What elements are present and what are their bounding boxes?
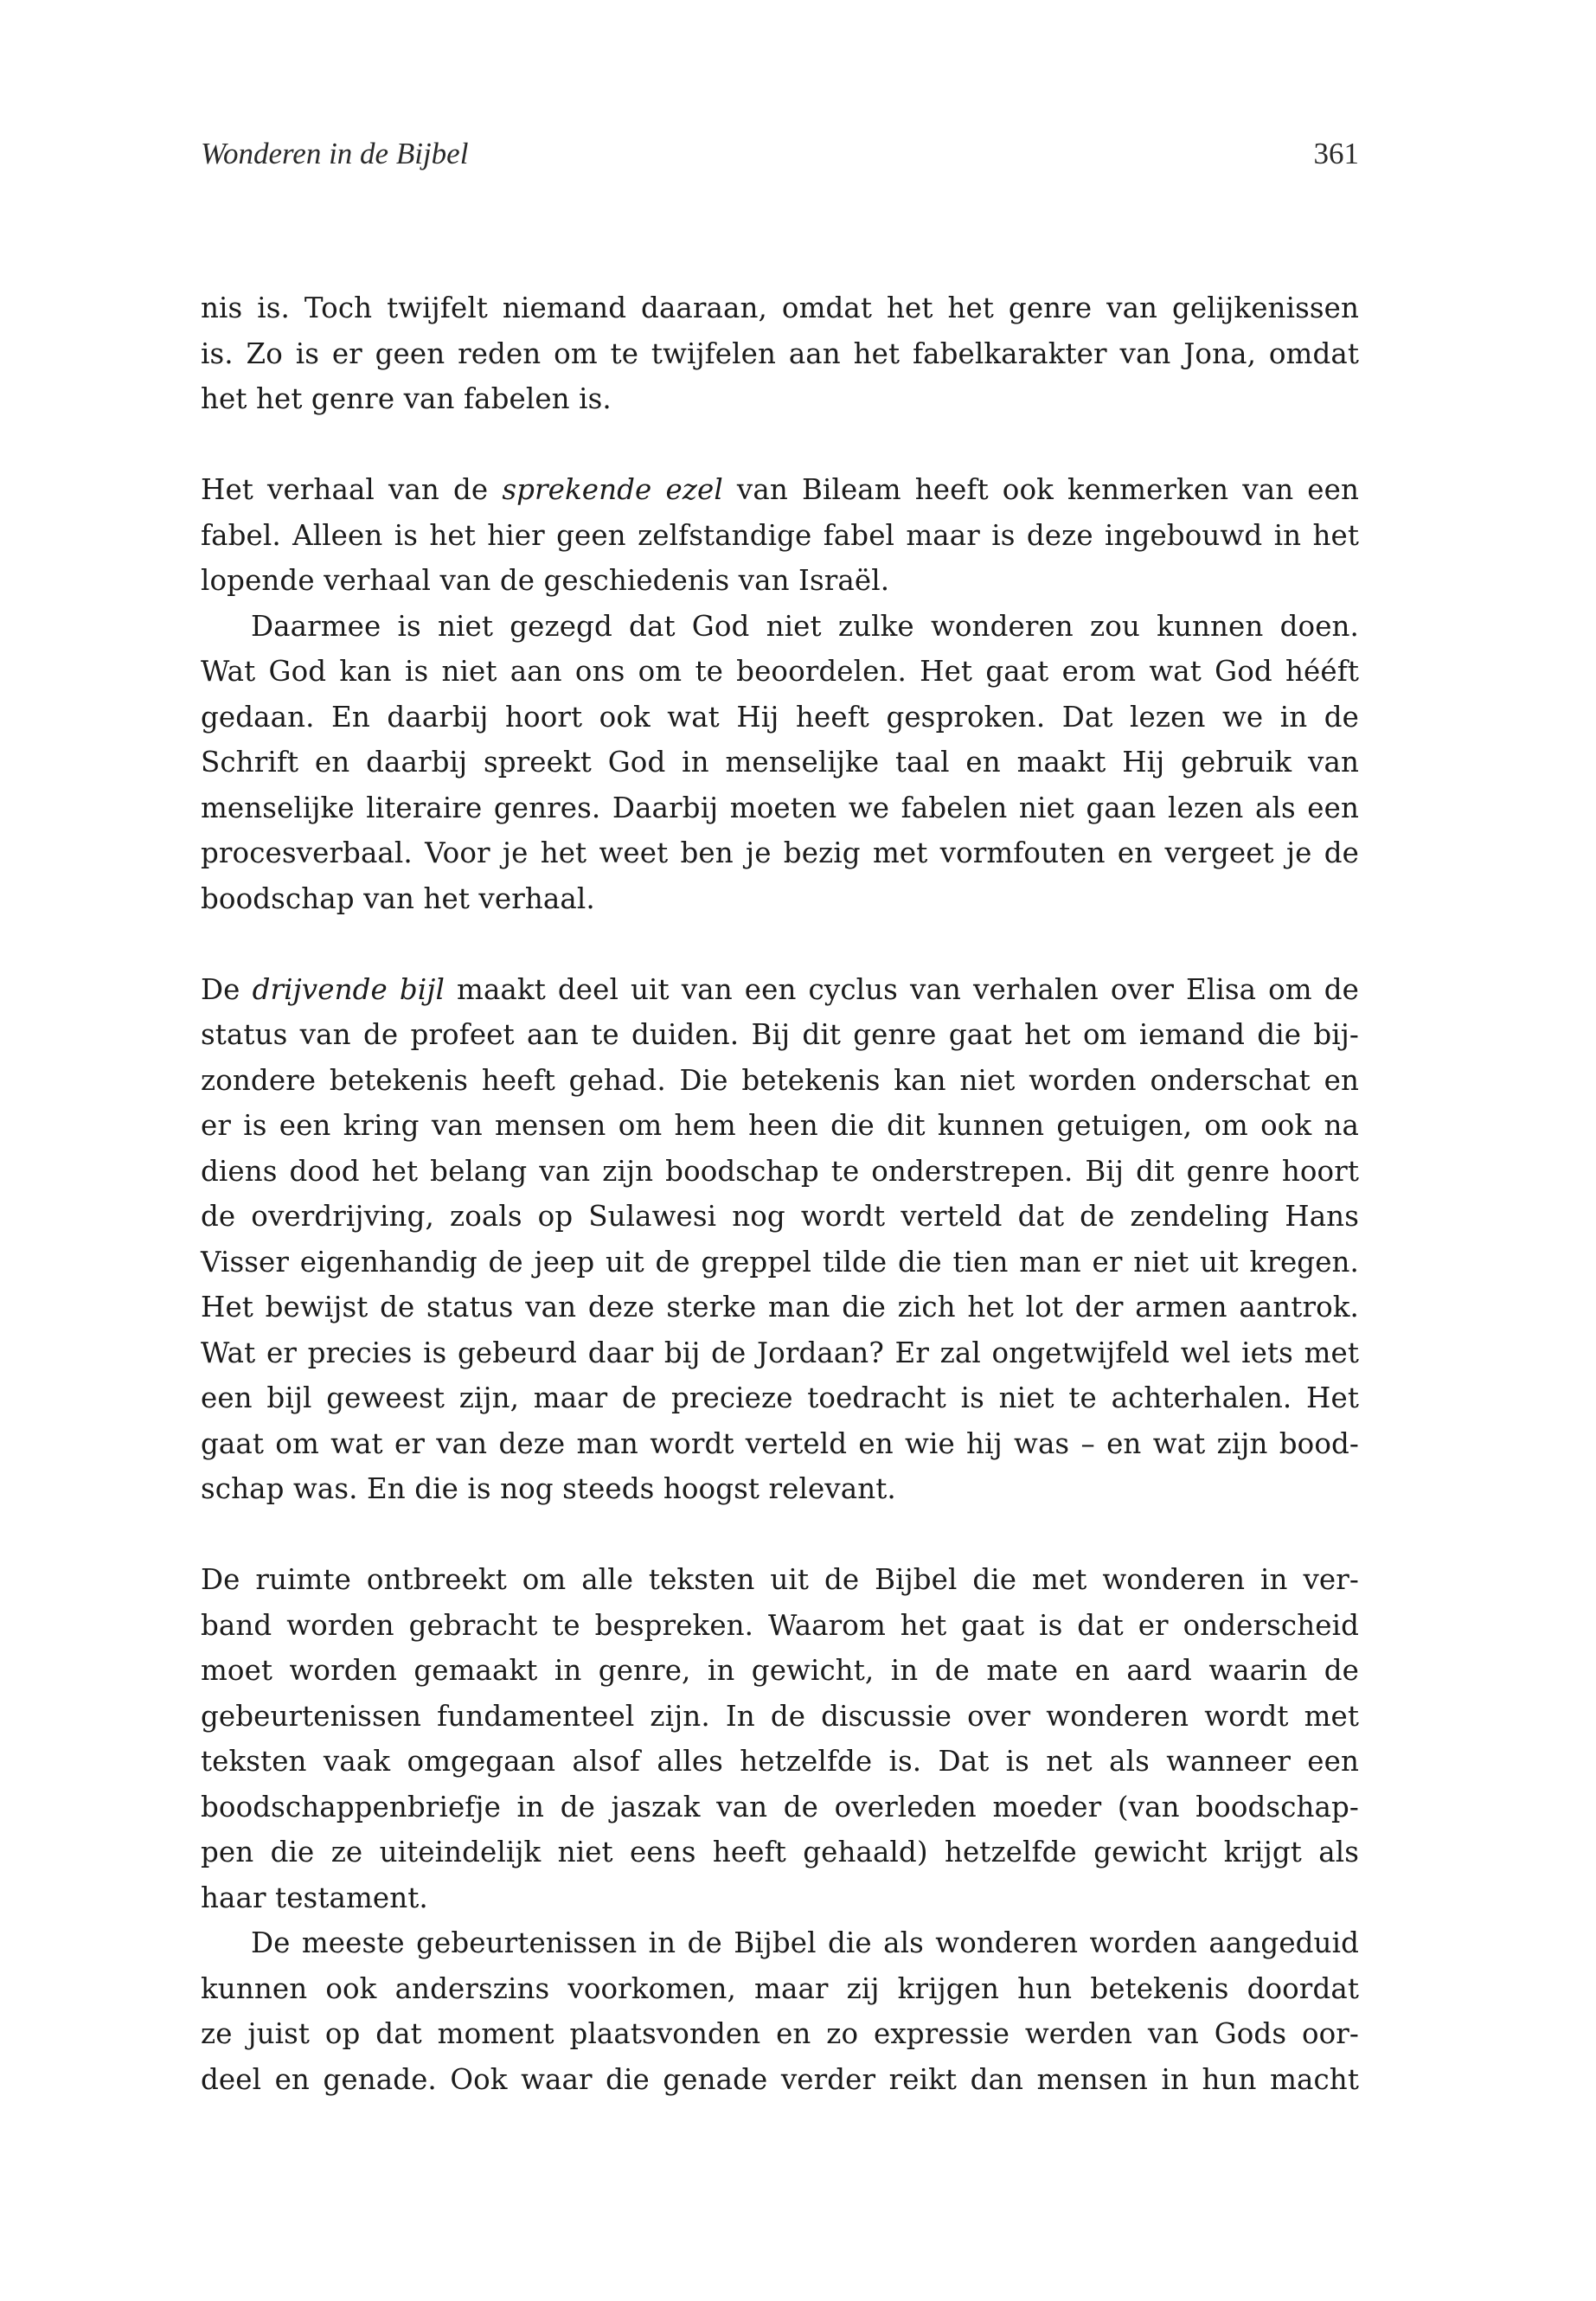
text-line	[201, 331, 1359, 377]
text-line	[201, 467, 1359, 513]
text-run: zondere betekenis heeft gehad. Die betekenis kan niet worden onderschat en	[201, 1063, 1359, 1097]
text-line	[201, 1830, 1359, 1875]
text-line	[201, 1058, 1359, 1104]
text-run: van Bileam heeft ook kenmerken van een	[722, 473, 1360, 506]
text-line	[201, 285, 1359, 331]
text-run: Het verhaal van de	[201, 473, 503, 506]
text-run: deel en genade. Ook waar die genade verder reikt dan mensen in hun macht	[201, 2062, 1359, 2096]
text-run: een bijl geweest zijn, maar de precieze toedracht is niet te achterhalen. Het	[201, 1381, 1359, 1414]
text-line	[201, 1557, 1359, 1603]
text-run: moet worden gemaakt in genre, in gewicht, in de mate en aard waarin de	[201, 1654, 1359, 1687]
paragraph	[201, 1920, 1359, 2102]
text-run: gaat om wat er van deze man wordt verteld en wie hij was – en wat zijn bood-	[201, 1426, 1359, 1460]
text-run: lopende verhaal van de geschiedenis van Israël.	[201, 564, 890, 597]
text-line	[201, 1739, 1359, 1785]
text-run: De meeste gebeurtenissen in de Bijbel die als wonderen worden aangeduid	[251, 1926, 1359, 1959]
text-line	[201, 1194, 1359, 1240]
text-run: het het genre van fabelen is.	[201, 382, 612, 415]
text-run: is. Zo is er geen reden om te twijfelen aan het fabelkarakter van Jona, omdat	[201, 336, 1359, 370]
text-run: ze juist op dat moment plaatsvonden en zo expressie werden van Gods oor-	[201, 2017, 1359, 2050]
italic-term: drijvende bijl	[252, 972, 445, 1006]
text-run: Visser eigenhandig de jeep uit de greppel tilde die tien man er niet uit kregen.	[201, 1245, 1359, 1279]
text-run: fabel. Alleen is het hier geen zelfstandige fabel maar is deze ingebouwd in het	[201, 518, 1359, 552]
text-run: boodschappenbriefje in de jaszak van de overleden moeder (van boodschap-	[201, 1790, 1359, 1823]
text-run: kunnen ook anderszins voorkomen, maar zij krijgen hun betekenis doordat	[201, 1971, 1359, 2005]
text-run: teksten vaak omgegaan alsof alles hetzelfde is. Dat is net als wanneer een	[201, 1745, 1359, 1778]
text-line	[201, 1285, 1359, 1330]
paragraph	[201, 285, 1359, 422]
text-run: Daarmee is niet gezegd dat God niet zulke wonderen zou kunnen doen.	[251, 609, 1359, 643]
text-run: haar testament.	[201, 1881, 428, 1914]
running-title: Wonderen in de Bijbel	[201, 137, 469, 170]
text-line	[201, 2057, 1359, 2103]
paragraph	[201, 467, 1359, 604]
text-line	[201, 376, 1359, 422]
text-line	[201, 695, 1359, 740]
text-line	[201, 1103, 1359, 1149]
text-line	[201, 830, 1359, 876]
body-text	[201, 285, 1359, 2102]
text-line	[201, 1785, 1359, 1830]
text-line	[201, 1466, 1359, 1512]
text-run: er is een kring van mensen om hem heen die dit kunnen getuigen, om ook na	[201, 1109, 1359, 1142]
paragraph	[201, 604, 1359, 922]
text-line	[201, 604, 1359, 650]
italic-term: sprekende ezel	[502, 473, 723, 506]
text-run: diens dood het belang van zijn boodschap te onderstrepen. Bij dit genre hoort	[201, 1154, 1359, 1188]
text-run: de overdrijving, zoals op Sulawesi nog wordt verteld dat de zendeling Hans	[201, 1200, 1359, 1233]
text-line	[201, 1920, 1359, 1966]
text-line	[201, 649, 1359, 695]
text-line	[201, 1603, 1359, 1649]
text-line	[201, 1375, 1359, 1421]
text-line	[201, 740, 1359, 785]
text-run: maakt deel uit van een cyclus van verhalen over Elisa om de	[444, 972, 1360, 1006]
paragraph-gap	[201, 1512, 1359, 1558]
text-line	[201, 558, 1359, 604]
text-run: pen die ze uiteindelijk niet eens heeft gehaald) hetzelfde gewicht krijgt als	[201, 1836, 1359, 1868]
text-run: procesverbaal. Voor je het weet ben je bezig met vormfouten en vergeet je de	[201, 836, 1359, 869]
text-line	[201, 1648, 1359, 1694]
text-run: Wat er precies is gebeurd daar bij de Jordaan? Er zal ongetwijfeld wel iets met	[201, 1336, 1359, 1369]
text-line	[201, 2011, 1359, 2057]
text-run: nis is. Toch twijfelt niemand daaraan, omdat het het genre van gelijkenissen	[201, 292, 1359, 324]
text-line	[201, 1966, 1359, 2012]
text-run: schap was. En die is nog steeds hoogst relevant.	[201, 1472, 896, 1505]
paragraph	[201, 1557, 1359, 1920]
text-line	[201, 967, 1359, 1013]
text-run: gedaan. En daarbij hoort ook wat Hij heeft gesproken. Dat lezen we in de	[201, 700, 1359, 734]
text-run: band worden gebracht te bespreken. Waarom het gaat is dat er onderscheid	[201, 1608, 1359, 1642]
paragraph	[201, 967, 1359, 1512]
text-run: status van de profeet aan te duiden. Bij dit genre gaat het om iemand die bij-	[201, 1018, 1359, 1051]
text-run: boodschap van het verhaal.	[201, 881, 595, 915]
text-run: Wat God kan is niet aan ons om te beoordelen. Het gaat erom wat God hééft	[201, 655, 1359, 688]
paragraph-gap	[201, 422, 1359, 468]
text-line	[201, 513, 1359, 559]
text-line	[201, 1330, 1359, 1376]
text-run: gebeurtenissen fundamenteel zijn. In de discussie over wonderen wordt met	[201, 1699, 1359, 1733]
text-line	[201, 1149, 1359, 1195]
text-line	[201, 1012, 1359, 1058]
text-run: De	[201, 972, 253, 1006]
page-number: 361	[1313, 137, 1359, 170]
text-run: Het bewijst de status van deze sterke man die zich het lot der armen aantrok.	[201, 1291, 1359, 1324]
text-line	[201, 1240, 1359, 1285]
text-run: De ruimte ontbreekt om alle teksten uit de Bijbel die met wonderen in ver-	[201, 1563, 1359, 1596]
text-run: menselijke literaire genres. Daarbij moeten we fabelen niet gaan lezen als een	[201, 791, 1359, 824]
text-line	[201, 1875, 1359, 1921]
text-line	[201, 1694, 1359, 1740]
text-line	[201, 876, 1359, 922]
text-line	[201, 1421, 1359, 1467]
text-run: Schrift en daarbij spreekt God in menselijke taal en maakt Hij gebruik van	[201, 746, 1359, 779]
paragraph-gap	[201, 921, 1359, 967]
text-line	[201, 785, 1359, 831]
